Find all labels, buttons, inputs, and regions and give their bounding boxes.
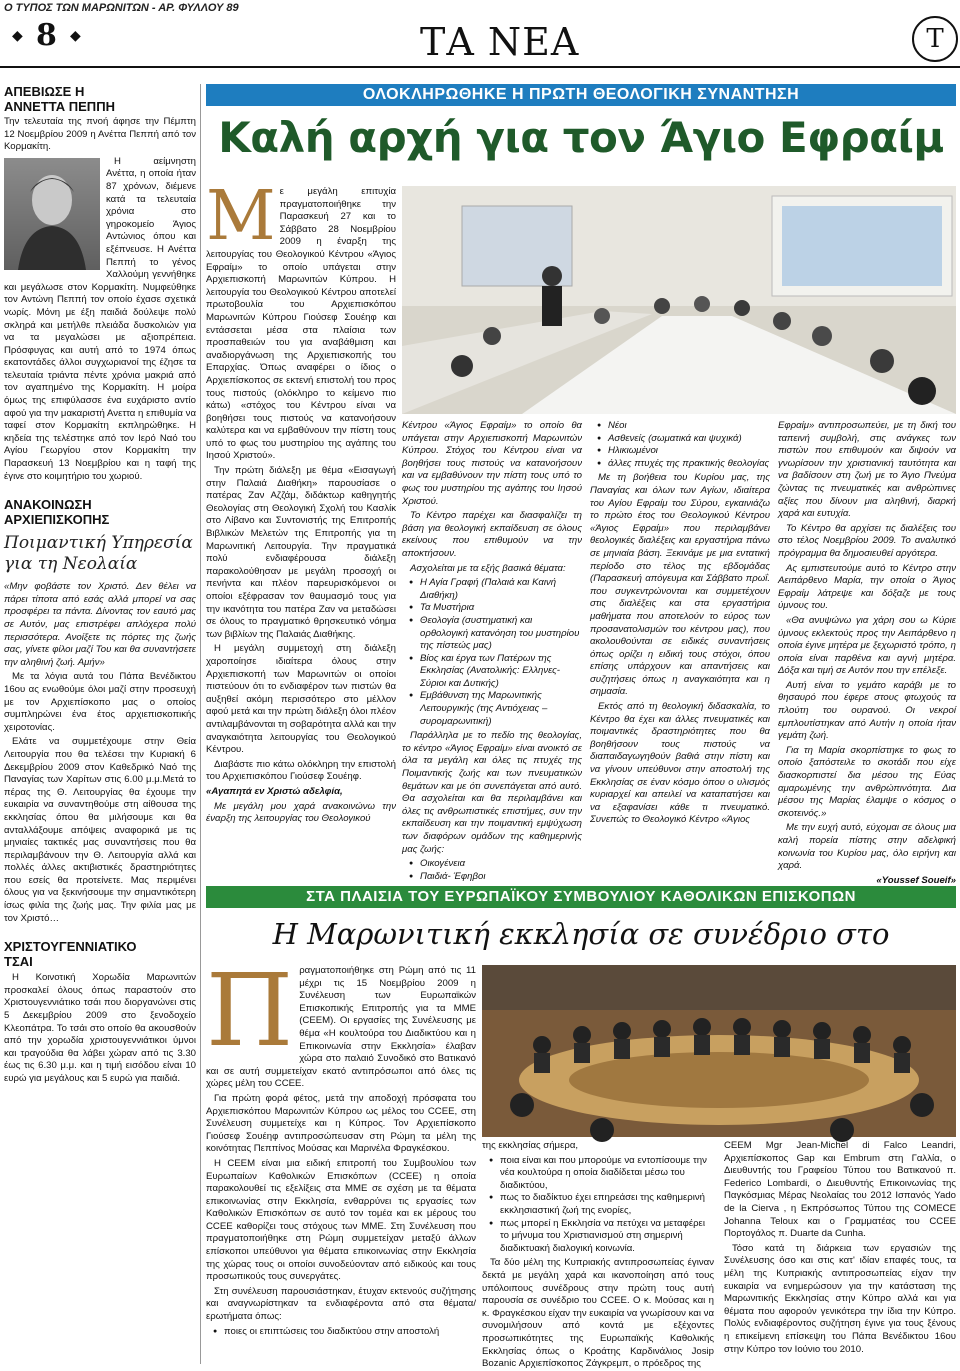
main-paragraph: Παράλληλα με το πεδίο της θεολογίας, το κέντρο «Άγιος Εφραίμ» είναι ανοικτό σε όλα τα μεγάλη και όλες τις πτυχές της Ποιμαντικής ζωής και των πνευματικών θεμάτων και με ότι συνεπάγεται από αυτό. Θα ασχολείται και θα περιλαμβάνει και όλες τις ανθρωπιστικές επιστήμες, συν την εκπαίδευση και την ποιμαντική εμψύχωση των διαφόρων ομάδων της καθημερινής μας ζωής: (402, 730, 582, 855)
second-article-col2 (482, 1140, 714, 1370)
vatican-meeting-photo (482, 965, 956, 1137)
main-paragraph: ε μεγάλη επιτυχία πραγματοποιήθηκε την Παρασκευή 27 και το Σάββατο 28 Νοεμβρίου 2009 η έναρξη της λειτουργίας του Θεολογικού Κέντρου «Άγιος Εφραίμ» το οποίο υπάγεται στην Αρχιεπισκοπή Μαρωνιτών Κύπρου. Η λειτουργία του Θεολογικού Κέντρου αποτελεί πρωτοβουλία του Αρχιεπισκόπου Μαρωνιτών Κύπρου Γιούσεφ Σουέηφ και εντάσσεται μέσα στα πλαίσια των προσπαθειών του για αναβάθμιση και αναδιοργάνωση της Αρχιεπισκοπής του Επαρχίας. Όπως αναφέρει ο ίδιος ο Αρχιεπίσκοπος σε εκτενή επιστολή του προς τους πιστούς (ολόκληρο το κείμενο πιο κάτω) «στόχος του Κέντρου είναι να βοηθήσει τους πιστούς να κατανοήσουν καλύτερα και να εμβαθύνουν την πίστη τους υπό το φως του μυστηρίου της αγάπης του Ιησού Χριστού». (206, 186, 396, 462)
list-item: ● άλλες πτυχές της πρακτικής θεολογίας (608, 458, 770, 471)
main-paragraph: Το Κέντρο παρέχει και διασφαλίζει τη βάση για θεολογική εκπαίδευση σε όλους εκείνους που επιθυμούν να την αποκτήσουν. (402, 510, 582, 559)
main-paragraph: Την πρώτη διάλεξη με θέμα «Εισαγωγή στην Παλαιά Διαθήκη» παρουσίασε ο πατέρας Ζαν Αζζάμ, διδάκτωρ καθηγητής Θεολογίας στη Θεολογική Σχολή του Κασλίκ στο Λίβανο και Συντονιστής της Επιτροπής Βιβλικών Μελετών της Επιτροπής για τη Μαρωνιτική Λειτουργία. Την πραγματικά πολύ ενδιαφέρουσα διάλεξη παρακολούθησαν με μεγάλη προσοχή οι πενήντα και πλέον παρευρισκόμενοι οι οποίοι εξέφρασαν τον θαυμασμό τους για την ικανότητα του πατέρα Ζαν να μεταδώσει σε όλους το πραγματικό θρησκευτικό νόημα των βιβλίων της Παλαιάς Διαθήκης. (206, 465, 396, 640)
masthead-top-line: Ο ΤΥΠΟΣ ΤΩΝ ΜΑΡΩΝΙΤΩΝ - ΑΡ. ΦΥΛΛΟΥ 89 (4, 2, 239, 14)
second-headline: Η Μαρωνιτική εκκλησία σε συνέδριο στο (272, 917, 890, 951)
conference-room-image (482, 965, 956, 1137)
list-item: ● Νέοι (608, 420, 770, 433)
choir-heading-line: ΤΣΑΙ (4, 954, 33, 970)
second-paragraph: CEEM Mgr Jean-Michel di Falco Leandri, Αρχιεπίσκοπος Gap και Embrum στη Γαλλία, ο Διευθυντής του Γραφείου Τύπου του Βατικανού π. Federico Lombardi, ο Διευθυντής Επικοινωνίας της Παγκόσμιας Μέρας Νεολαίας του 2012 Ισπανός Yado de la Cierva , η Εκπρόσωπος Τύπου της COMECE Johanna Teloux και ο Γραμματέας του CCEE Πορτογάλος π. Duarte da Cunha. (724, 1140, 956, 1240)
list-item: ● Θεολογία (συστηματική και ορθολογική κατανόηση του μυστηρίου της πίστεώς μας) (420, 615, 582, 653)
second-paragraph: ραγματοποιήθηκε στη Ρώμη από τις 11 μέχρι τις 15 Νοεμβρίου 2009 η Συνέλευση των Ευρωπαϊκών Επισκοπικής Επιτροπής για τα ΜΜΕ (CEEM). Οι εργασίες της Συνέλευσης με θέμα «Η κουλτούρα του Διαδικτύου και η Επικοινωνία στην Εκκλησία» έλαβαν χώρα στο παλαιό Συνοδικό στο Βατικανό και σε αυτή συμμετείχαν εκατό αντιπρόσωποι από όλες τις χώρες μέλη του CCEE. (206, 965, 476, 1090)
obituary-heading-line: ΑΝΝΕΤΤΑ ΠΕΠΠΗ (4, 99, 115, 114)
obituary-paragraph: Την τελευταία της πνοή άφησε την Πέμπτη 12 Νοεμβρίου 2009 η Ανέττα Πεππή από τον Κορμακίτη. (4, 116, 196, 153)
choir-text: Η Κοινοτική Χορωδία Μαρωνιτών προσκαλεί όλους όπως παραστούν στο Χριστουγεννιάτικο τσάι που διοργανώνει στις 5 Δεκεμβρίου 2009 στο ξενοδοχείο Κλεοπάτρα. Το τσάι στο οποίο θα ακουσθούν από την χορωδία χριστουγεννιάτικοι ύμνοι και τραγούδια θα λάβει χώραν από τις 3.30 έως τις 6.30 μ.μ. και η τιμή εισόδου είναι 10 ευρώ για μεγάλους και 5 ευρώ για παιδιά. (4, 972, 196, 1084)
groups-list (590, 420, 770, 470)
second-article-col1 (206, 952, 476, 1363)
list-item: ● Οικογένεια (420, 858, 582, 871)
second-paragraph: Τόσο κατά τη διάρκεια των εργασιών της Συνέλευσης όσο και στις κατ' ιδίαν επαφές τους, τα μέλη της Κυπριακής αντιπροσωπείας είχαν την ευκαιρία να ενημερώσουν για την κατάσταση της Μαρωνιτικής Εκκλησίας στην Κύπρο αλλά και για θέματα που αφορούν γενικότερα την ίδια την Κύπρο. Πολύς ενδιαφέροντος συζήτηση έγινε για τους ξένους η επικείμενη επίσκεψη του Πάπα Βενέδικτου 16ου στην Κύπρο τον Ιούνιο του 2010. (724, 1242, 956, 1355)
list-item: ● Εμβάθυνση της Μαρωνιτικής Λειτουργικής (της Αντιόχειας – συρομαρωνιτική) (420, 690, 582, 728)
obituary-photo (4, 158, 100, 270)
list-item: ● Ασθενείς (σωματικά και ψυχικά) (608, 433, 770, 446)
list-item: ● Η Αγία Γραφή (Παλαιά και Καινή Διαθήκη) (420, 577, 582, 602)
questions-list (482, 1155, 714, 1256)
main-paragraph: Εκτός από τη θεολογική διδασκαλία, το Κέντρο θα έχει και άλλες πνευματικές και ποιμαντικές δραστηριότητες που θα βοηθήσουν τους πιστούς να διαπαιδαγωγηθούν βαθιά στην πίστη και να γίνουν υπεύθυνοι στην αποστολή της Εκκλησίας σε έναν κόσμο όπου ο υλισμός κυριαρχεί και απειλεί να καταπατήσει και να εξαφανίσει κάθε τι πνευματικό. Συνεπώς το Θεολογικό Κέντρο «Άγιος (590, 701, 770, 826)
main-paragraph: Αυτή είναι το γεμάτο καράβι με το θησαυρό που έφερε στους φτωχούς τα πλούτη του ουρανού. Οι νεκροί εμπλουτίστηκαν από Αυτήν η οποία ήταν γεμάτη ζωή. (778, 679, 956, 742)
topics-list (402, 577, 582, 728)
obituary-heading-line: ΑΠΕΒΙΩΣΕ Η (4, 84, 85, 99)
diamond-icon: ◆ (70, 27, 81, 43)
newspaper-name: ΤΑ ΝΕΑ (420, 20, 580, 64)
lecture-room-image (402, 186, 956, 414)
list-item: ● Παιδιά- Έφηβοι (420, 871, 582, 884)
main-headline: Καλή αρχή για τον Άγιο Εφραίμ (218, 113, 944, 162)
signature: «Youssef Soueif» (876, 874, 956, 886)
main-paragraph: Κέντρου «Άγιος Εφραίμ» το οποίο θα υπάγεται στην Αρχιεπισκοπή Μαρωνιτών Κύπρου. Στόχος του Κέντρου είναι να βοηθήσει τους πιστούς να κατανοήσουν και να εμβαθύνουν την πίστη τους υπό το φως του μυστηρίου της αγάπης του Ιησού Χριστού. (402, 420, 582, 507)
main-paragraph: Εφραίμ» αντιπροσωπεύει, με τη δική του ταπεινή συμβολή, στις ανάγκες των πιστών που επιθυμούν και διψούν να γνωρίσουν την χριστιανική ταυτότητα και να βαδίσουν στη ζωή με το Άγιο Πνεύμα ζώντας τις πνευματικές και ανθρώπινες αξίες που δίνουν μια αληθινή, διαρκή χαρά και ευτυχία. (778, 420, 956, 520)
list-item: ● πως μπορεί η Εκκλησία να πετύχει να μεταφέρει το μήνυμα του Χριστιανισμού στη σημερινή διαδικτυακή διαλογική κοινωνία. (500, 1218, 714, 1256)
announcement-title: Ποιμαντική Υπηρεσία για τη Νεολαία (4, 533, 193, 575)
main-paragraph: Για τη Μαρία σκορπίστηκε το φως το οποίο ξαπόστειλε το σκοτάδι που είχε διασκορπιστεί δια μέσου της Εύας αμαρωμένης την ανθρώπινότητα. Δια μέσου της Μαρίας έλαμψε ο κόσμος ο σκοτεινός.» (778, 744, 956, 819)
list-item: ● Τα Μυστήρια (420, 602, 582, 615)
logo-emblem (912, 16, 958, 62)
announcement-heading-line: ΑΝΑΚΟΙΝΩΣΗ (4, 497, 92, 513)
portrait-icon (4, 158, 100, 270)
announcement-heading-line: ΑΡΧΙΕΠΙΣΚΟΠΗΣ (4, 512, 110, 528)
letter-salutation: «Αγαπητά εν Χριστώ αδελφία, (206, 785, 343, 797)
main-article-col4 (778, 420, 956, 886)
main-article-col2 (402, 420, 582, 880)
announcement-heading (4, 497, 196, 527)
logo-letter: T (926, 24, 944, 54)
second-paragraph: Τα δύο μέλη της Κυπριακής αντιπροσωπείας έγιναν δεκτά με μεγάλη χαρά και ικανοποίηση από τους υπόλοιπους συνέδρους στην πρώτη τους αυτή παρουσία σε συνέδριο του CCEE. Ο κ. Μούσας και η κ. Φραγκέσκου είχαν την ευκαιρία να γνωρίσουν και να συνομιλήσουν από κοντά με εξέχοντες προσωπικότητες της Ευρωπαϊκής Καθολικής Εκκλησίας όπως ο Κροάτης Καρδινάλιος Josip Bozanic Αρχιεπίσκοπος Ζάγκρεμπ, ο πρόεδρος της (482, 1257, 714, 1370)
second-paragraph: της εκκλησίας σήμερα, (482, 1140, 579, 1151)
list-item: ● ποιες οι επιπτώσεις του διαδικτύου στην αποστολή (224, 1326, 476, 1339)
announcement-quote: «Μην φοβάστε τον Χριστό. Δεν θέλει να πάρει τίποτα από εσάς αλλά μπορεί να σας προσφέρει τα πάντα. Δίνοντας τον εαυτό μας σε Αυτόν, μας επιστρέφει απλόχερα πολύ περισσότερα. Ανοίξετε τις πόρτες της ζωής σας, γίνετε φίλοι μαζί Του και θα συναντήσετε την αληθινή ζωή. Αμήν» (4, 581, 196, 668)
announcement-paragraph: Ελάτε να συμμετέχουμε στην Θεία Λειτουργία που θα τελέσει την Κυριακή 6 Δεκεμβρίου 2009 στον Καθεδρικό Ναό της Παναγίας των Χαρίτων στις 6.00 μ.μ.Μετά το πέρας της Θ. Λειτουργίας θα έχουμε την ευκαιρία να συναντηθούμε στη αίθουσα της εκκλησίας όπου θα μιλήσουμε και θα ανταλλάξουμε απόψεις αναφορικά με τις μηνιαίες τακτικές μας συναντήσεις που θα περιλαμβάνουν την Θ. Λειτουργία αλλά και πολλές άλλες ακτιβιστικές δραστηριότητες που εσείς θα προτείνετε. Μας περιμένει όλους για να ξεκινήσουμε την σημαντικότερη ίσως φιλία της ζωής μας. Την φιλία μας με τον Χριστό… (4, 736, 196, 924)
column-divider (200, 84, 201, 1364)
second-paragraph: Για πρώτη φορά φέτος, μετά την αποδοχή πρόσφατα του Αρχιεπισκόπου Μαρωνιτών Κύπρου ως μέλος του CCEE, στη Συνέλευση συμμετείχε και η Κύπρος. Τον Αρχιεπίσκοπο Γιούσεφ Σουέηφ αντιπροσώπευσαν στη Ρώμη τα μέλη της κοινότητας Πεππίνος Μούσας και Μαρινέλα Φραγκέσκου. (206, 1092, 476, 1155)
left-sidebar (4, 84, 196, 1364)
page-number: 8 (36, 18, 57, 53)
drop-cap: Π (206, 952, 294, 1069)
main-paragraph: Με τη βοήθεια του Κυρίου μας, της Παναγίας και όλων των Αγίων, ιδιαίτερα του Αγίου Εφραίμ του Σύρου, εγκαινιάζω το πρώτο έτος του Θεολογικού Κέντρου «Άγιος Εφραίμ» που περιλαμβάνει θεολογικές διαλέξεις και εργαστήρια πάνω σε μηνιαία βάση. Ξεκινάμε με μια εντατική περίοδο στο τέλος της εβδομάδας (Παρασκευή απόγευμα και Σάββατο πρωΐ. που συγκεντρώνονται και συμμετέχουν στις διαλέξεις και στα εργαστήρια μαθήματα που αποτελούν το εύρος των προσανατολισμών του κέντρου μας), που ακολουθούνται σε ειδικές συναντήσεις όπως ορίζει η ειδική τους στόχοι, όπου επίσης υπάρχουν και απαντήσεις και συζητήσεις όπως η αναγκαιότητα και η σημασία. (590, 472, 770, 698)
main-paragraph: Η μεγάλη συμμετοχή στη διάλεξη χαροποίησε ιδιαίτερα όλους στην Αρχιεπισκοπή των Μαρωνιτών οι οποίοι πιστεύουν ότι το ενδιαφέρον των πιστών θα αυξηθεί ακόμη περισσότερο στο μέλλον αφού μετά και την πρώτη διάλεξη όλοι πλέον αντιλαμβάνονται τη σοβαρότητα αλλά και την αναγκαιότητα λειτουργίας του Θεολογικού Κέντρου. (206, 643, 396, 756)
main-paragraph: Με την ευχή αυτό, εύχομαι σε όλους μια καλή πορεία πίστης στην αδελφική κοινωνία του Κυρίου μας, όλο ειρήνη και χαρά. (778, 822, 956, 872)
main-kicker: ΟΛΟΚΛΗΡΩΘΗΚΕ Η ΠΡΩΤΗ ΘΕΟΛΟΓΙΚΗ ΣΥΝΑΝΤΗΣΗ (206, 84, 956, 106)
list-item: ● Ηλικιωμένοι (608, 445, 770, 458)
list-item: ● ποια είναι και που μπορούμε να εντοπίσουμε την νέα κουλτούρα η οποία διαδίδεται μέσω του διαδικτύου, (500, 1155, 714, 1193)
main-paragraph: «Θα ανυψώνω για χάρη σου ω Κύριε ύμνους εκλεκτούς προς την Αειπάρθενο η οποία έγινε μητέρα με ξεχωριστό τρόπο, η οποία είναι παρθένα και αγνή μητέρα. Δόξα και τιμή σε Αυτόν που την επέλεξε. (778, 614, 956, 677)
drop-cap: Μ (206, 177, 276, 256)
main-article-col1 (206, 177, 396, 876)
diamond-icon: ◆ (12, 27, 23, 43)
second-article-col3 (724, 1140, 956, 1362)
main-article-col3 (590, 420, 770, 880)
main-paragraph: Ας εμπιστευτούμε αυτό το Κέντρο στην Αειπάρθενο Μαρία, την οποία ο Άγιος Εφραίμ λάτρεψε και δόξαζε με τους ύμνους του. (778, 562, 956, 612)
questions-list (206, 1326, 476, 1339)
masthead (0, 0, 960, 75)
letter-intro: Με μεγάλη μου χαρά ανακοινώνω την έναρξη της λειτουργίας του Θεολογικού (206, 800, 396, 825)
main-paragraph: Διαβάστε πιο κάτω ολόκληρη την επιστολή του Αρχιεπισκόπου Γιούσεφ Σουέηφ. (206, 758, 396, 783)
announcement-paragraph: Με τα λόγια αυτά του Πάπα Βενέδικτου 16ου ας ενωθούμε όλοι μαζί στην προσευχή με τον Αρχιεπίσκοπο μας ο οποίος συμπληρώνει ένα έτος αρχιεπισκοπικής χειροτονίας. (4, 671, 196, 733)
main-paragraph: Ασχολείται με τα εξής βασικά θέματα: (410, 562, 566, 574)
second-paragraph: Η CEEM είναι μια ειδική επιτροπή του Συμβουλίου των Ευρωπαίων Καθολικών Επισκόπων (CCEE) η οποία παρακολουθεί τις εξελίξεις στα ΜΜΕ σε σχέση με τα θέματα επικοινωνίας στην Εκκλησία, ενθαρρύνει τις εργασίες των Καθολικών Επισκόπων σε αυτό τον τομέα και εκ μέρους του CCEE καθορίζει τους στόχους των ΜΜΕ. Στη Συνέλευση που πραγματοποιήθηκε στη Ρώμη συμμετείχαν μεταξύ άλλων επίσκοποι υπεύθυνοι για θέματα επικοινωνίας στην Εκκλησία της χώρας τους οι οποίοι συνοδεύονταν από ειδικούς και τους προσωπικούς τους συνεργάτες. (206, 1157, 476, 1283)
list-item: ● πως το διαδίκτυο έχει επηρεάσει της καθημερινή εκκλησιαστική ζωή της ενορίες, (500, 1192, 714, 1217)
second-kicker: ΣΤΑ ΠΛΑΙΣΙΑ ΤΟΥ ΕΥΡΩΠΑΪΚΟΥ ΣΥΜΒΟΥΛΙΟΥ ΚΑΘΟΛΙΚΩΝ ΕΠΙΣΚΟΠΩΝ (206, 886, 956, 908)
main-paragraph: Το Κέντρο θα αρχίσει τις διαλέξεις του στο τέλος Νοεμβρίου 2009. Το αναλυτικό πρόγραμμα θα δημοσιευθεί αργότερα. (778, 522, 956, 559)
conference-photo (402, 186, 956, 414)
list-item: ● Βίος και έργα των Πατέρων της Εκκλησίας (Ανατολικής: Ελληνες-Σύριοι και Δυτικής) (420, 653, 582, 691)
obituary-heading (4, 84, 196, 114)
groups-list (402, 858, 582, 883)
second-paragraph: Στη συνέλευση παρουσιάστηκαν, έτυχαν εκτενούς συζήτησης και αναγνωρίστηκαν τα ενδιαφέροντα από στα θέματα/ερωτήματα όπως: (206, 1285, 476, 1323)
choir-heading (4, 939, 196, 969)
choir-heading-line: ΧΡΙΣΤΟΥΓΕΝΝΙΑΤΙΚΟ (4, 939, 137, 955)
obituary-paragraph: Η αείμνηστη Ανέττα, η οποία ήταν 87 χρόνων, διέμενε κατά τα τελευταία χρόνια στο γηροκομείο Άγιος Αντώνιος όπου και εξέπνευσε. Η Ανέττα Πεππή το γένος Χαλλούμη γεννήθηκε και μεγάλωσε στον Κορμακίτη. Νυμφεύθηκε τον Αντώνη Πεππή τον οποίο έχασε σχετικά νωρίς. Μόνη με έξη παιδιά δούλεψε πολύ σκληρά και μετήλθε πλειάδα δυσκολιών για να τα μεγαλώσει με αξιοπρέπεια. Πρόσφυγας και αυτή από το 1974 όπως εκατοντάδες άλλοι συγχωριανοί της έζησε τα τελευταία τριάντα πέντε χρόνια μακριά από τον αγαπημένο της Κορμακίτη. Η μοίρα όμως της επιφύλασσε ένα ευχάριστο αντίο αφού για την μακαριστή Ανεττα η επιθυμία να ταφεί στον Κορμακίτη εκπληρώθηκε. Η κηδεία της τελέστηκε από τον Ιερό Ναό του Αγίου Γεωργίου στον Κορμακίτη την Παρασκευή 13 Νοεμβρίου και η ταφή της έγινε στο κοιμητήριο του χωριού. (4, 155, 196, 482)
